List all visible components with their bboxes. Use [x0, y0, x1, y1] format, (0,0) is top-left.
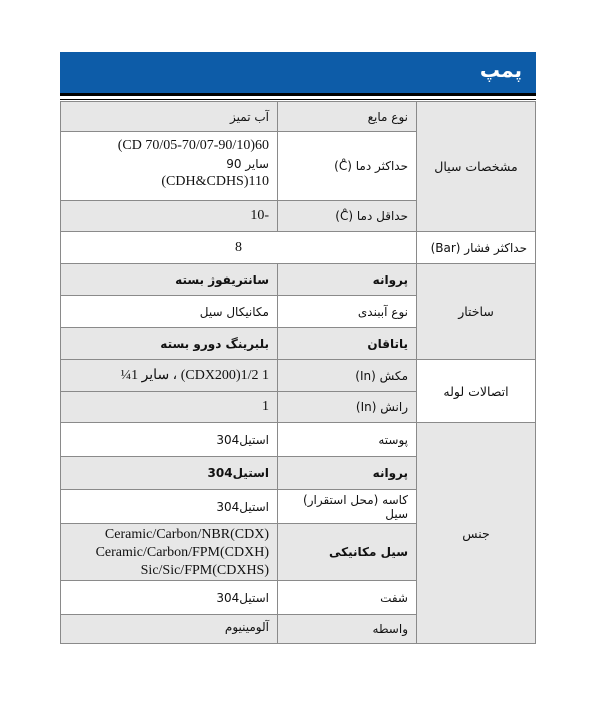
category-fluid-specs: مشخصات سیال — [416, 101, 536, 232]
value-mechanical-seal — [60, 523, 278, 581]
label-max-pressure: حداکثر فشار (Bar) — [416, 231, 536, 264]
value-casing: استیل304 — [60, 422, 278, 457]
seal-line-2: Ceramic/Carbon/FPM(CDXH) — [95, 545, 269, 560]
label-discharge: رانش (In) — [277, 391, 417, 423]
category-structure: ساختار — [416, 263, 536, 360]
max-temp-line-1: 60(CD 70/05-70/07-90/10) — [117, 138, 269, 153]
category-pipe-connections: اتصالات لوله — [416, 359, 536, 423]
value-seal-type: مکانیکال سیل — [60, 295, 278, 328]
label-mechanical-seal: سیل مکانیکی — [277, 523, 417, 581]
value-adapter: آلومینیوم — [60, 614, 278, 644]
max-temp-line-2: سایر 90 — [226, 157, 269, 171]
label-fluid-type: نوع مایع — [277, 101, 417, 132]
label-bowl: کاسه (محل استقرار) سیل — [277, 489, 417, 524]
header-rule-thin — [60, 99, 536, 100]
label-seal-type: نوع آببندی — [277, 295, 417, 328]
seal-line-1: Ceramic/Carbon/NBR(CDX) — [104, 527, 269, 542]
label-impeller-structure: پروانه — [277, 263, 417, 296]
value-max-pressure: 8 — [60, 231, 417, 264]
value-max-temp — [60, 131, 278, 201]
label-casing: پوسته — [277, 422, 417, 457]
label-adapter: واسطه — [277, 614, 417, 644]
category-material: جنس — [416, 422, 536, 644]
value-impeller-material: استیل304 — [60, 456, 278, 490]
label-shaft: شفت — [277, 580, 417, 615]
page-title: پمپ — [479, 58, 522, 82]
value-bearing: بلبرینگ دورو بسته — [60, 327, 278, 360]
value-min-temp: -10 — [60, 200, 278, 232]
value-discharge: 1 — [60, 391, 278, 423]
label-max-temp: حداکثر دما (C̊) — [277, 131, 417, 201]
header-rule-thick — [60, 93, 536, 96]
label-min-temp: حداقل دما (C̊) — [277, 200, 417, 232]
value-fluid-type: آب تمیز — [60, 101, 278, 132]
label-impeller-material: پروانه — [277, 456, 417, 490]
value-suction: 1 1/2(CDX200) ، سایر 1¼ — [60, 359, 278, 392]
value-shaft: استیل304 — [60, 580, 278, 615]
value-impeller-structure: سانتریفوژ بسته — [60, 263, 278, 296]
label-bearing: یاتاقان — [277, 327, 417, 360]
label-suction: مکش (In) — [277, 359, 417, 392]
max-temp-line-3: 110(CDH&CDHS) — [161, 174, 269, 189]
header-bar — [60, 52, 536, 93]
seal-line-3: Sic/Sic/FPM(CDXHS) — [140, 563, 269, 578]
value-bowl: استیل304 — [60, 489, 278, 524]
